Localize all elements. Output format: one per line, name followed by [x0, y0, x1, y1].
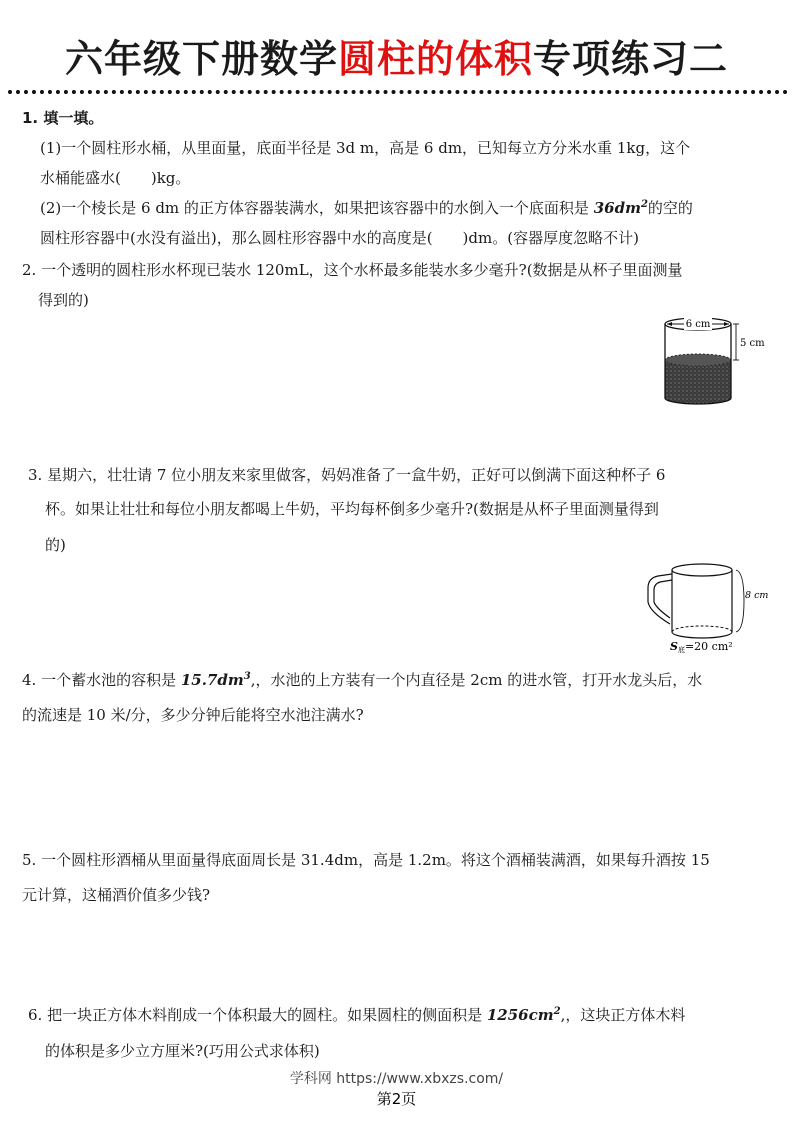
q6-text-a: 6. 把一块正方体木料削成一个体积最大的圆柱。如果圆柱的侧面积是: [28, 1006, 487, 1024]
q6-math-exp: 2: [553, 1006, 561, 1017]
q4-math: [181, 671, 251, 689]
footer-site: 学科网 https://www.xbxzs.com/: [289, 1071, 504, 1087]
cup-diameter-label: 6 cm: [685, 319, 711, 330]
q1-2-math: [594, 199, 648, 217]
q4-line1: [22, 665, 702, 695]
q6-line1: [28, 1000, 685, 1030]
q4-math-exp: 3: [243, 671, 251, 682]
q4-line2: 的流速是 10 米/分，多少分钟后能将空水池注满水?: [22, 706, 364, 724]
q1-2-text-a: (2)一个棱长是 6 dm 的正方体容器装满水，如果把该容器中的水倒入一个底面积是: [40, 199, 594, 217]
q1-1-line2: 水桶能盛水( )kg。: [40, 169, 191, 187]
mug-rim: [672, 564, 732, 576]
q3-line1: 3. 星期六，壮壮请 7 位小朋友来家里做客，妈妈准备了一盒牛奶，正好可以倒满下面这种杯子 6: [28, 466, 666, 484]
q1-2-math-base: 36dm: [593, 199, 641, 217]
dotted-divider: [8, 90, 788, 94]
water-surface: [665, 354, 731, 366]
q1-2-line2: 圆柱形容器中(水没有溢出)，那么圆柱形容器中水的高度是( )dm。(容器厚度忽略不计): [40, 229, 639, 247]
q2-line1: 2. 一个透明的圆柱形水杯现已装水 120mL，这个水杯最多能装水多少毫升?(数据是从杯子里面测量: [22, 261, 683, 279]
q1-2-text-b: 的空的: [647, 199, 693, 217]
title-part1: 六年级下册数学: [64, 37, 338, 81]
cylinder-cup-figure: [650, 310, 765, 410]
page-title: [0, 28, 793, 83]
page-number: 第2页: [376, 1090, 417, 1108]
q4-text-a: 4. 一个蓄水池的容积是: [22, 671, 181, 689]
q4-math-base: 15.7dm: [180, 671, 244, 689]
mug-figure: [640, 558, 769, 658]
water-fill: [665, 360, 731, 404]
mug-area-s: S: [670, 640, 678, 653]
q6-math: [487, 1006, 561, 1024]
q5-line1: 5. 一个圆柱形酒桶从里面量得底面周长是 31.4dm，高是 1.2m。将这个酒桶装满酒，如果每升酒按 15: [22, 851, 710, 869]
mug-base-area-label: [670, 640, 733, 654]
q6-text-b: ,，这块正方体木料: [560, 1006, 686, 1024]
q5-line2: 元计算，这桶酒价值多少钱?: [22, 886, 211, 904]
q1-2-line1: [40, 193, 693, 223]
mug-area-rest: =20 cm²: [684, 640, 733, 653]
q6-math-base: 1256cm: [486, 1006, 554, 1024]
cup-height-label: 5 cm: [740, 338, 765, 349]
section1-heading: 1. 填一填。: [22, 109, 104, 127]
title-highlight: 圆柱的体积: [337, 37, 533, 81]
page-footer: [0, 1068, 793, 1109]
q2-line2: 得到的): [38, 291, 89, 309]
q4-text-b: ,，水池的上方装有一个内直径是 2cm 的进水管，打开水龙头后，水: [250, 671, 703, 689]
q1-1-line1: (1)一个圆柱形水桶，从里面量，底面半径是 3d m，高是 6 dm，已知每立方分米水重 1kg，这个: [40, 139, 691, 157]
q1-2-math-exp: 2: [640, 199, 648, 210]
mug-area-sub: 底: [677, 646, 685, 654]
q3-line2: 杯。如果让壮壮和每位小朋友都喝上牛奶，平均每杯倒多少毫升?(数据是从杯子里面测量得到: [45, 500, 659, 518]
mug-height-label: 8 cm: [745, 590, 769, 601]
q6-line2: 的体积是多少立方厘米?(巧用公式求体积): [45, 1042, 320, 1060]
q3-line3: 的): [45, 536, 66, 554]
title-part2: 专项练习二: [533, 37, 729, 81]
